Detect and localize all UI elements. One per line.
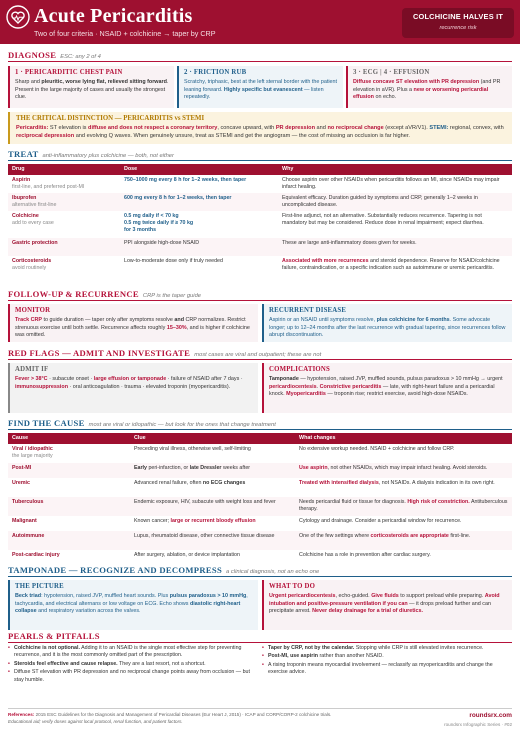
diagnose-heading: DIAGNOSE ESC: any 2 of 4: [8, 50, 512, 62]
diagnose-subheading: ESC: any 2 of 4: [60, 54, 101, 60]
header-banner: [0, 0, 520, 44]
pearls-right-list: [262, 645, 512, 678]
column-header: Dose: [120, 164, 278, 175]
redflags-heading: RED FLAGS — ADMIT AND INVESTIGATE most cases are viral and outpatient; these are not: [8, 348, 512, 360]
treat-subheading: anti-inflammatory plus colchicine — both, not either: [42, 153, 174, 159]
series-label: roundsrx Infographic Series · #02: [444, 722, 512, 727]
pearls-left-list: [8, 645, 258, 685]
heart-logo-icon: [6, 5, 30, 29]
tamponade-subheading: a clinical diagnosis, not an echo one: [226, 569, 320, 575]
list-item: • A rising troponin means myocardial involvement — reclassify as myopericarditis and change the exercise advice.: [262, 662, 512, 677]
footer: [8, 708, 512, 726]
references: References: 2015 ESC Guidelines for the Diagnosis and Management of Pericardial Diseases (Eur Heart J, 2015) · ICAP and CORP/CORP-2 colchicine trials.: [8, 712, 332, 717]
site-link[interactable]: roundsrx.com: [469, 712, 512, 719]
table-header-row: [8, 433, 512, 444]
disclaimer: Educational aid; verify doses against local protocol, renal function, and patient factors.: [8, 718, 183, 724]
colchicine-badge: [402, 8, 514, 38]
treat-heading: TREAT anti-inflammatory plus colchicine — both, not either: [8, 149, 512, 161]
badge-subtitle: recurrence risk: [439, 24, 477, 31]
treatment-table: [8, 164, 512, 280]
criterion-chest-pain: 1 · PERICARDITIC CHEST PAIN Sharp and pleuritic, worse lying flat, relieved sitting forward. Present in the large majority of cases and usually the strongest clue.: [8, 66, 174, 108]
column-header: Drug: [8, 164, 120, 175]
followup-heading: FOLLOW-UP & RECURRENCE CRP is the taper guide: [8, 289, 512, 301]
recurrent-disease-box: RECURRENT DISEASE Aspirin or an NSAID until symptoms resolve, plus colchicine for 6 months. Some advocate longer; up to 12–24 months after the last recurrence with gradual tapering, since recurrences follow abrupt discontinuation.: [262, 304, 512, 342]
tamponade-what-to-do-box: WHAT TO DO Urgent pericardiocentesis, echo-guided. Give fluids to support preload while preparing. Avoid intubation and positive-pressure ventilation if you can — it drops preload further and can precipitate arrest. Never delay drainage for a trial of diuretics.: [262, 580, 512, 630]
tamponade-heading: TAMPONADE — RECOGNIZE AND DECOMPRESS a clinical diagnosis, not an echo one: [8, 565, 512, 577]
list-item: • Post-MI, use aspirin rather than another NSAID.: [262, 653, 512, 660]
table-header-row: [8, 164, 512, 175]
table-row: Colchicine add to every case 0.5 mg daily if < 70 kg 0.5 mg twice daily if ≥ 70 kg for 3 months First-line adjunct, not an alternative. Substantially reduces recurrence. Tapering is not mandatory but may be considered. Reduce dose in renal impairment; expect diarrhea.: [12, 212, 484, 233]
table-row: Corticosteroids avoid routinely Low-to-moderate dose only if truly needed Associated with more recurrences and steroid dependence. Reserve for NSAID/colchicine failure, contraindication, or a specific indication such as autoimmune or uremic pericarditis.: [12, 257, 500, 271]
list-item: • Taper by CRP, not by the calendar. Stopping while CRP is still elevated invites recurrence.: [262, 645, 512, 652]
cause-heading: FIND THE CAUSE most are viral or idiopathic — but look for the ones that change treatment: [8, 418, 512, 430]
table-row: Viral / idiopathic the large majority Preceding viral illness, otherwise well, self-limiting No extensive workup needed. NSAID + colchicine and follow CRP.: [12, 445, 455, 459]
list-item: • Colchicine is not optional. Adding it to an NSAID is the single most effective step for preventing recurrence, and it is the most commonly omitted part of the prescription.: [8, 645, 258, 660]
page-title: Acute Pericarditis: [34, 5, 193, 27]
cause-table: [8, 433, 512, 565]
complications-box: COMPLICATIONS Tamponade — hypotension, raised JVP, muffled sounds, pulsus paradoxus > 10 mmHg → urgent pericardiocentesis. Constrictive pericarditis — late, with right-heart failure and a pericardial knock. Myopericarditis — troponin rise; restrict exercise, avoid high-dose NSAIDs.: [262, 363, 512, 413]
redflags-subheading: most cases are viral and outpatient; these are not: [194, 352, 322, 358]
column-header: Clue: [130, 433, 295, 444]
table-row: Autoimmune Lupus, rheumatoid disease, other connective tissue disease One of the few settings where corticosteroids are appropriate first-line.: [8, 531, 512, 550]
column-header: Cause: [8, 433, 130, 444]
table-row: Post-cardiac injury After surgery, ablation, or device implantation Colchicine has a role in prevention after cardiac surgery.: [12, 551, 431, 558]
tamponade-picture-box: THE PICTURE Beck triad: hypotension, raised JVP, muffled heart sounds. Plus pulsus paradoxus > 10 mmHg, tachycardia, and electrical alternans or low voltage on ECG. Echo shows diastolic right-heart collapse and respiratory variation across the valves.: [8, 580, 258, 630]
table-row: Post-MI Early peri-infarction, or late Dressler weeks after Use aspirin, not other NSAIDs, which may impair infarct healing. Avoid steroids.: [8, 463, 512, 478]
criterion-ecg-effusion: 3 · ECG | 4 · EFFUSION Diffuse concave ST elevation with PR depression (and PR elevation in aVR). Plus a new or worsening pericardial effusion on echo.: [346, 66, 512, 108]
monitor-box: MONITOR Track CRP to guide duration — taper only after symptoms resolve and CRP normalizes. Restrict strenuous exercise until both settle. Recurrence affects roughly 15–30%, and is higher if colchicine was omitted.: [8, 304, 258, 342]
table-row: Ibuprofen alternative first-line 600 mg every 8 h for 1–2 weeks, then taper Equivalent efficacy. Duration guided by symptoms and CRP, generally 1–2 weeks in uncomplicated disease.: [8, 193, 512, 211]
criterion-friction-rub: 2 · FRICTION RUB Scratchy, triphasic, best at the left sternal border with the patient leaning forward. Highly specific but evanescent — listen repeatedly.: [177, 66, 343, 108]
followup-subheading: CRP is the taper guide: [142, 293, 202, 299]
table-row: Uremic Advanced renal failure, often no ECG changes Treated with intensified dialysis, not NSAIDs. A dialysis indication in its own right.: [12, 479, 495, 486]
table-row: Tuberculous Endemic exposure, HIV, subacute with weight loss and fever Needs pericardial fluid or tissue for diagnosis. High risk of constriction. Antituberculous therapy.: [8, 497, 512, 516]
pearls-heading: PEARLS & PITFALLS: [8, 631, 512, 643]
table-row: Gastric protection PPI alongside high-dose NSAID These are large anti-inflammatory doses given for weeks.: [8, 238, 512, 256]
badge-title: COLCHICINE HALVES IT: [412, 12, 504, 21]
column-header: What changes: [295, 433, 512, 444]
column-header: Why: [278, 164, 512, 175]
list-item: • Steroids feel effective and cause relapse. They are a last resort, not a shortcut.: [8, 661, 258, 668]
table-row: Aspirin first-line, and preferred post-MI 750–1000 mg every 8 h for 1–2 weeks, then taper Choose aspirin over other NSAIDs when pericarditis follows an MI, since NSAIDs may impair infarct healing.: [12, 176, 500, 190]
critical-distinction-box: THE CRITICAL DISTINCTION — PERICARDITIS vs STEMI Pericarditis: ST elevation is diffuse and does not respect a coronary territory, concave upward, with PR depression and no reciprocal change (except aVR/V1). STEMI: regional, convex, with reciprocal depression and evolving Q waves. When genuinely unsure, treat as STEMI and get the angiogram — the cost of missing an occlusion is far higher.: [8, 112, 512, 144]
distinction-title: THE CRITICAL DISTINCTION — PERICARDITIS vs STEMI: [16, 115, 205, 122]
list-item: • Diffuse ST elevation with PR depression and no reciprocal change points away from occlusion — but stay humble.: [8, 669, 258, 684]
page-subtitle: Two of four criteria · NSAID + colchicine → taper by CRP: [34, 29, 216, 38]
admit-if-box: ADMIT IF Fever > 38°C · subacute onset · large effusion or tamponade · failure of NSAID after 7 days · immunosuppression · oral anticoagulation · trauma · elevated troponin (myopericarditis).: [8, 363, 258, 413]
cause-subheading: most are viral or idiopathic — but look for the ones that change treatment: [88, 422, 276, 428]
table-row: Malignant Known cancer; large or recurrent bloody effusion Cytology and drainage. Consider a pericardial window for recurrence.: [12, 517, 462, 524]
